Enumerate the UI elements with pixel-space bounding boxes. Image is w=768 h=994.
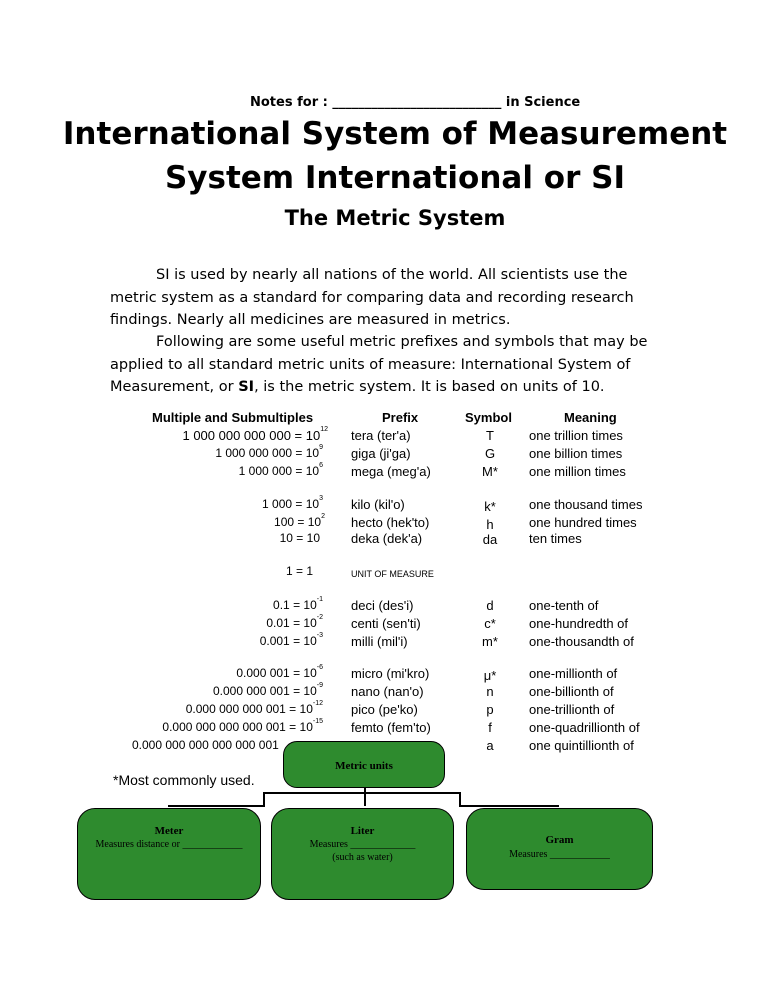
table-row-multiple — [274, 515, 325, 529]
multiple-base: 1 000 000 000 000 = 10 — [182, 428, 321, 443]
table-row-meaning: one-hundredth of — [529, 616, 629, 631]
header-prefix: Prefix — [382, 410, 419, 425]
table-row-symbol: da — [482, 532, 498, 547]
intro-paragraph-2 — [110, 331, 670, 399]
table-row-symbol: n — [486, 684, 494, 699]
multiple-base: 1 000 000 = 10 — [238, 464, 320, 478]
si-bold: SI — [238, 379, 255, 395]
table-row-meaning: one thousand times — [529, 497, 643, 512]
table-row-multiple — [239, 464, 323, 478]
connector-line — [263, 792, 461, 794]
multiple-exponent: -2 — [316, 614, 323, 621]
table-row-multiple — [236, 666, 323, 680]
table-row-prefix: deci (des'i) — [351, 598, 414, 613]
header-meaning: Meaning — [564, 410, 617, 425]
intro-paragraph-1-text: SI is used by nearly all nations of the world. All scientists use the metric system as a standard for comparing data and recording research findings. Nearly all medicines are measured in metrics. — [110, 267, 634, 328]
table-row-meaning: one trillion times — [529, 428, 623, 443]
table-row-meaning: one-thousandth of — [529, 634, 634, 649]
table-row-symbol: h — [486, 517, 494, 532]
multiple-exponent: 2 — [321, 513, 325, 520]
metric-units-label: Metric units — [335, 760, 393, 772]
gram-title: Gram — [545, 834, 574, 846]
table-row-meaning: one million times — [529, 464, 626, 479]
multiple-exponent: -3 — [316, 632, 323, 639]
table-row-meaning: one billion times — [529, 446, 623, 461]
meter-box — [77, 808, 261, 900]
multiple-exponent: 9 — [319, 444, 323, 451]
table-row-meaning: one-tenth of — [529, 598, 599, 613]
table-row-symbol: G — [484, 446, 496, 461]
multiple-base: 0.000 000 000 000 001 = 10 — [162, 720, 313, 734]
table-row-prefix: deka (dek'a) — [351, 531, 423, 546]
meter-title: Meter — [154, 825, 184, 837]
table-row-multiple — [286, 564, 313, 578]
multiple-base: 1 = 1 — [285, 564, 313, 578]
table-row-meaning: one hundred times — [529, 515, 637, 530]
connector-line — [459, 805, 559, 807]
multiple-base: 10 = 10 — [279, 531, 320, 545]
table-row-prefix: mega (meg'a) — [351, 464, 431, 479]
gram-text: Measures ____________ — [509, 849, 610, 860]
table-row-multiple — [273, 598, 323, 612]
metric-units-box — [283, 741, 445, 788]
liter-box — [271, 808, 454, 900]
table-row-symbol: a — [486, 738, 494, 753]
table-row-meaning: one quintillionth of — [529, 738, 634, 753]
multiple-exponent: -6 — [316, 664, 323, 671]
table-row-multiple — [162, 720, 323, 734]
connector-line — [168, 805, 265, 807]
multiple-base: 1 000 000 000 = 10 — [215, 446, 320, 460]
liter-text-2: (such as water) — [332, 852, 393, 863]
table-row-multiple — [280, 531, 320, 545]
liter-title: Liter — [350, 825, 375, 837]
table-row-multiple: 0.000 000 000 000 000 001 — [132, 738, 279, 752]
table-row-prefix: giga (ji'ga) — [351, 446, 411, 461]
table-row-multiple — [182, 428, 328, 443]
gram-box — [466, 808, 653, 890]
multiple-exponent: -9 — [316, 682, 323, 689]
connector-line — [364, 792, 366, 806]
table-row-multiple — [213, 684, 323, 698]
table-row-meaning: one-millionth of — [529, 666, 618, 681]
header-symbol: Symbol — [465, 410, 512, 425]
table-row-symbol: M* — [482, 464, 498, 479]
table-row-prefix: kilo (kil'o) — [351, 497, 405, 512]
table-row-prefix: micro (mi'kro) — [351, 666, 430, 681]
table-row-symbol: k* — [484, 499, 496, 514]
multiple-exponent: -15 — [312, 718, 323, 725]
table-row-prefix: nano (nan'o) — [351, 684, 424, 699]
meter-text: Measures distance or ____________ — [95, 839, 243, 850]
page-title-line2: System International or SI — [164, 160, 626, 196]
table-row-symbol: c* — [484, 616, 496, 631]
table-row-symbol: f — [488, 720, 492, 735]
connector-line — [263, 792, 265, 806]
table-row-prefix: centi (sen'ti) — [351, 616, 421, 631]
multiple-exponent: -12 — [312, 700, 323, 707]
table-row-symbol: d — [486, 598, 494, 613]
multiple-exponent: -1 — [316, 596, 323, 603]
table-row-meaning: ten times — [529, 531, 582, 546]
multiple-base: 1 000 = 10 — [262, 497, 320, 511]
table-row-prefix: hecto (hek'to) — [351, 515, 430, 530]
multiple-base: 100 = 10 — [274, 515, 322, 529]
intro-paragraph-2-text: Following are some useful metric prefixes and symbols that may be applied to all standard metric units of measure: International System of Measurement, or — [110, 334, 648, 395]
page-title: International System of Measurement — [62, 116, 728, 152]
table-row-prefix: milli (mil'i) — [351, 634, 408, 649]
table-row-meaning: one-billionth of — [529, 684, 614, 699]
multiple-base: 0.000 000 001 = 10 — [213, 684, 317, 698]
table-row-symbol: T — [486, 428, 494, 443]
multiple-exponent: 3 — [319, 495, 323, 502]
table-row-prefix: UNIT OF MEASURE — [351, 569, 434, 579]
multiple-base: 0.000 000 000 001 = 10 — [185, 702, 313, 716]
table-row-multiple — [262, 497, 323, 511]
multiple-exponent: 6 — [319, 462, 323, 469]
liter-text: Measures _____________ — [309, 839, 416, 850]
notes-line: Notes for : __________________________ in Science — [250, 95, 581, 110]
table-row-multiple — [266, 616, 323, 630]
table-row-prefix: femto (fem'to) — [351, 720, 431, 735]
multiple-base: 0.01 = 10 — [266, 616, 317, 630]
multiple-base: 0.1 = 10 — [273, 598, 317, 612]
multiple-base: 0.000 001 = 10 — [236, 666, 317, 680]
page-subtitle: The Metric System — [284, 206, 506, 230]
table-row-prefix: tera (ter'a) — [351, 428, 411, 443]
table-row-multiple — [215, 446, 323, 460]
footnote: *Most commonly used. — [113, 772, 255, 788]
connector-line — [459, 792, 461, 806]
intro-paragraph-2-end: , is the metric system. It is based on units of 10. — [254, 379, 605, 395]
multiple-base: 0.001 = 10 — [259, 634, 317, 648]
table-row-symbol: μ* — [483, 668, 497, 683]
table-row-multiple — [260, 634, 323, 648]
intro-paragraph-1 — [110, 264, 670, 332]
header-multiples: Multiple and Submultiples — [152, 410, 314, 425]
table-row-prefix: pico (pe'ko) — [351, 702, 418, 717]
table-row-meaning: one-trillionth of — [529, 702, 615, 717]
table-row-multiple — [186, 702, 323, 716]
table-row-symbol: m* — [482, 634, 498, 649]
multiple-exponent: 12 — [320, 426, 328, 433]
table-row-symbol: p — [486, 702, 494, 717]
table-row-meaning: one-quadrillionth of — [529, 720, 640, 735]
